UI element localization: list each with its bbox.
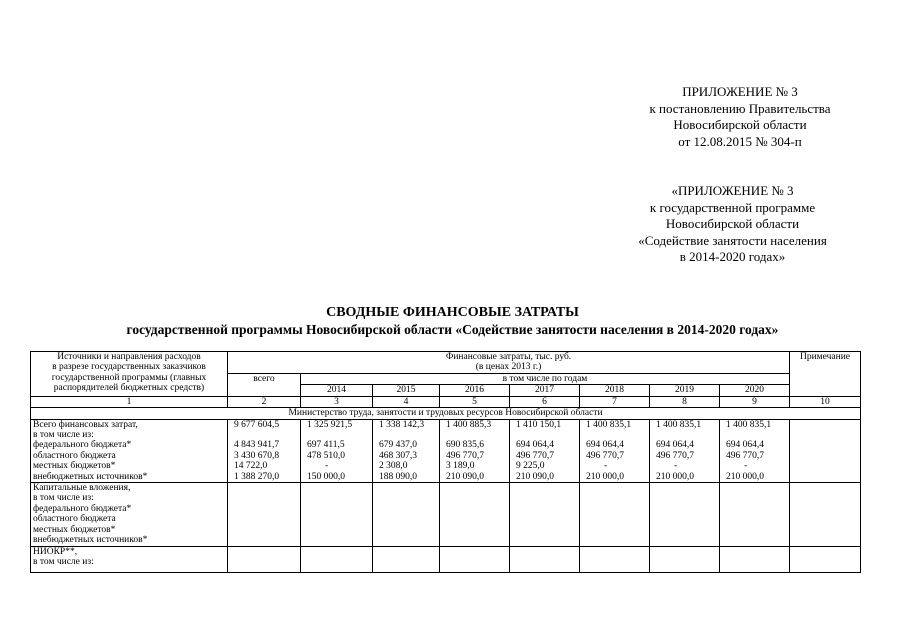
- empty-cell: [228, 483, 301, 546]
- empty-cell: [301, 546, 373, 572]
- year-values: 1 400 835,1 694 064,4 496 770,7 - 210 000,0: [720, 419, 790, 482]
- document-title-main: СВОДНЫЕ ФИНАНСОВЫЕ ЗАТРАТЫ: [326, 305, 579, 320]
- total-values: 9 677 604,5 4 843 941,7 3 430 670,8 14 722,0 1 388 270,0: [228, 419, 301, 482]
- column-number: 5: [440, 396, 510, 407]
- empty-cell: [301, 483, 373, 546]
- column-number: 3: [301, 396, 373, 407]
- table-row: [31, 546, 861, 572]
- empty-cell: [373, 483, 440, 546]
- year-values: 1 400 885,3 690 835,6 496 770,7 3 189,0 210 090,0: [440, 419, 510, 482]
- header-row: [31, 352, 861, 374]
- note-cell: [790, 419, 861, 482]
- column-number: 4: [373, 396, 440, 407]
- row-labels: Всего финансовых затрат, в том числе из: федерального бюджета* областного бюджета местных бюджетов* внебюджетных источников*: [31, 419, 228, 482]
- program-appendix-line: «Содействие занятости населения: [638, 232, 827, 248]
- financial-costs-header: Финансовые затраты, тыс. руб. (в ценах 2013 г.): [228, 352, 790, 374]
- year-header: 2016: [440, 385, 510, 396]
- program-appendix-header: [560, 183, 905, 266]
- column-number: 8: [650, 396, 720, 407]
- year-header: 2018: [580, 385, 650, 396]
- empty-cell: [580, 483, 650, 546]
- year-header: 2017: [510, 385, 580, 396]
- appendix-line: к постановлению Правительства: [649, 100, 831, 116]
- row-labels: НИОКР**, в том числе из:: [31, 546, 228, 572]
- program-appendix-line: «ПРИЛОЖЕНИЕ № 3: [671, 183, 794, 198]
- year-header: 2019: [650, 385, 720, 396]
- column-number: 7: [580, 396, 650, 407]
- appendix-line: от 12.08.2015 № 304-п: [678, 133, 802, 149]
- empty-cell: [440, 546, 510, 572]
- empty-cell: [580, 546, 650, 572]
- empty-cell: [720, 546, 790, 572]
- empty-cell: [228, 546, 301, 572]
- ministry-row: [31, 408, 861, 419]
- column-number: 10: [790, 396, 861, 407]
- column-numbers-row: [31, 396, 861, 407]
- year-values: 1 400 835,1 694 064,4 496 770,7 - 210 000,0: [650, 419, 720, 482]
- note-header: Примечание: [790, 352, 861, 397]
- year-header: 2020: [720, 385, 790, 396]
- program-appendix-line: в 2014-2020 годах»: [679, 249, 786, 264]
- year-values: 1 325 921,5 697 411,5 478 510,0 - 150 000,0: [301, 419, 373, 482]
- document-title: [0, 304, 905, 338]
- empty-cell: [440, 483, 510, 546]
- empty-cell: [510, 546, 580, 572]
- empty-cell: [373, 546, 440, 572]
- column-number: 6: [510, 396, 580, 407]
- column-number: 2: [228, 396, 301, 407]
- table-row: [31, 483, 861, 546]
- note-cell: [790, 546, 861, 572]
- total-header: всего: [228, 374, 301, 397]
- appendix-line: Новосибирской области: [673, 117, 807, 132]
- year-values: 1 400 835,1 694 064,4 496 770,7 - 210 000,0: [580, 419, 650, 482]
- year-header: 2014: [301, 385, 373, 396]
- document-title-sub: государственной программы Новосибирской области «Содействие занятости населения в 2014-2020 годах»: [126, 322, 779, 337]
- by-years-header: в том числе по годам: [301, 374, 790, 385]
- note-cell: [790, 483, 861, 546]
- column-number: 1: [31, 396, 228, 407]
- empty-cell: [650, 483, 720, 546]
- empty-cell: [720, 483, 790, 546]
- year-values: 1 338 142,3 679 437,0 468 307,3 2 308,0 188 090,0: [373, 419, 440, 482]
- year-values: 1 410 150,1 694 064,4 496 770,7 9 225,0 210 090,0: [510, 419, 580, 482]
- column-number: 9: [720, 396, 790, 407]
- program-appendix-line: к государственной программе: [649, 199, 816, 215]
- row-labels: Капитальные вложения, в том числе из: федерального бюджета* областного бюджета местных бюджетов* внебюджетных источников*: [31, 483, 228, 546]
- appendix-header: [570, 84, 905, 150]
- empty-cell: [510, 483, 580, 546]
- table-row: [31, 419, 861, 482]
- ministry-name: Министерство труда, занятости и трудовых ресурсов Новосибирской области: [31, 408, 861, 419]
- sources-header: Источники и направления расходов в разрезе государственных заказчиков государственной программы (главных распорядителей бюджетных средств): [31, 352, 228, 397]
- year-header: 2015: [373, 385, 440, 396]
- empty-cell: [650, 546, 720, 572]
- financial-costs-table: [30, 351, 861, 573]
- program-appendix-line: Новосибирской области: [665, 216, 800, 231]
- appendix-line: ПРИЛОЖЕНИЕ № 3: [682, 84, 798, 99]
